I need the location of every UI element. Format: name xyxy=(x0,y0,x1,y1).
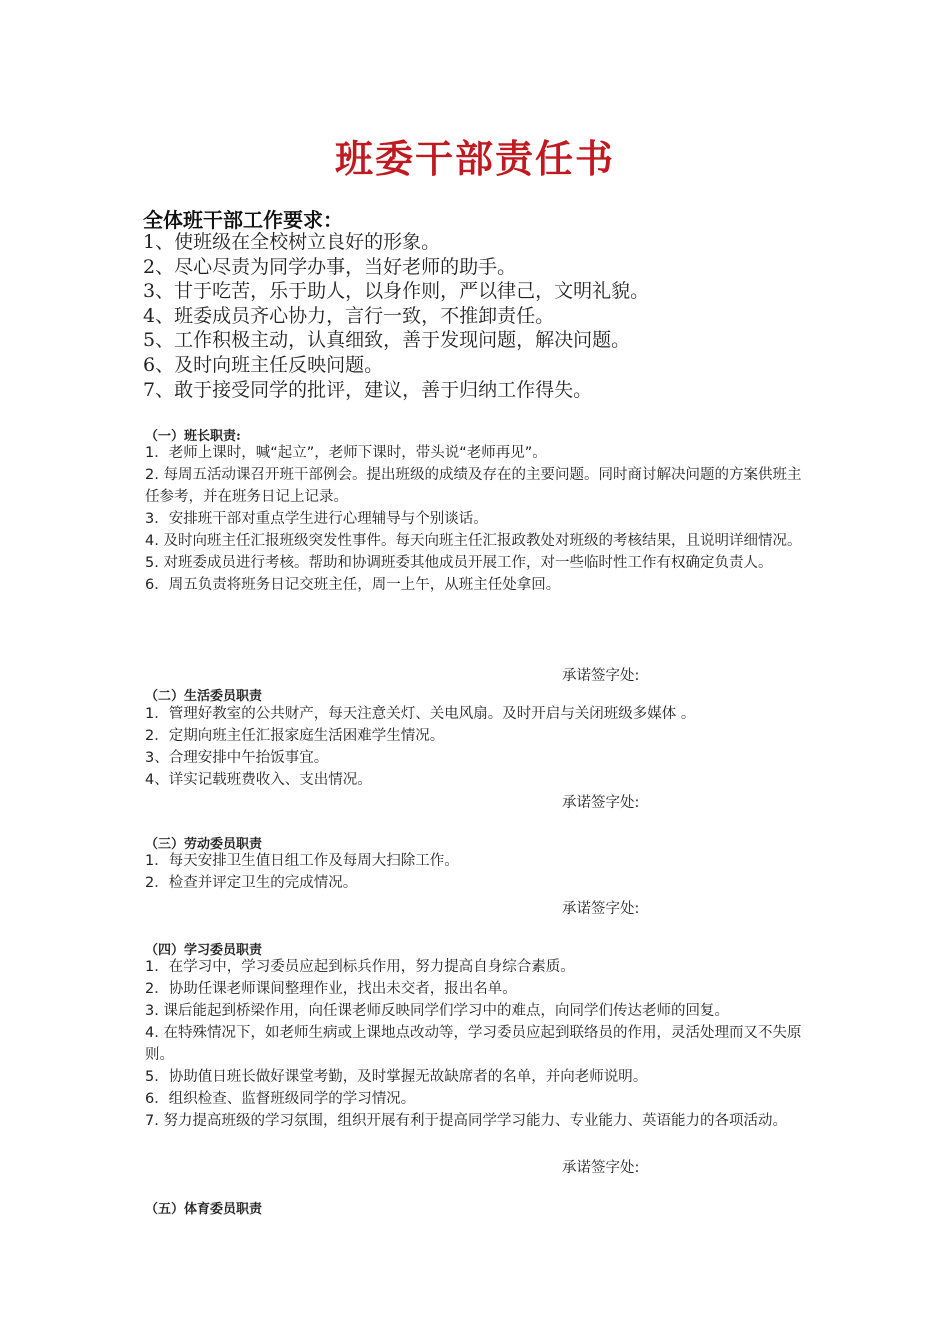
list-item: 3．安排班干部对重点学生进行心理辅导与个别谈话。 xyxy=(145,511,488,527)
section-list-monitor xyxy=(145,442,813,596)
document-title: 班委干部责任书 xyxy=(334,137,615,181)
section-title-monitor: （一）班长职责: xyxy=(145,429,241,444)
list-item: 2．协助任课老师课间整理作业，找出未交者，报出名单。 xyxy=(145,981,517,997)
list-item: 1．管理好教室的公共财产，每天注意关灯、关电风扇。及时开启与关闭班级多媒体 。 xyxy=(145,706,696,722)
list-item: 2. 每周五活动课召开班干部例会。提出班级的成绩及存在的主要问题。同时商讨解决问题的方案供班主任参考，并在班务日记上记录。 xyxy=(145,467,802,505)
requirement-item: 6、及时向班主任反映问题。 xyxy=(143,353,384,376)
list-item: 3. 课后能起到桥梁作用，向任课老师反映同学们学习中的难点，向同学们传达老师的回复。 xyxy=(145,1003,729,1019)
signature-label: 承诺签字处: xyxy=(562,901,640,917)
requirement-item: 2、尽心尽责为同学办事，当好老师的助手。 xyxy=(143,255,517,278)
signature-label: 承诺签字处: xyxy=(562,1160,640,1176)
section-title-life: （二）生活委员职责 xyxy=(145,689,263,704)
list-item: 2．定期向班主任汇报家庭生活困难学生情况。 xyxy=(145,728,445,744)
signature-label: 承诺签字处: xyxy=(562,668,640,684)
list-item: 4、详实记载班费收入、支出情况。 xyxy=(145,772,372,788)
list-item: 1．每天安排卫生值日组工作及每周大扫除工作。 xyxy=(145,853,459,869)
requirement-item: 5、工作积极主动，认真细致，善于发现问题，解决问题。 xyxy=(143,329,631,352)
list-item: 7. 努力提高班级的学习氛围，组织开展有利于提高同学学习能力、专业能力、英语能力的各项活动。 xyxy=(145,1113,787,1129)
list-item: 1．在学习中，学习委员应起到标兵作用，努力提高自身综合素质。 xyxy=(145,959,575,975)
section-list-life xyxy=(145,703,813,791)
section-list-labor xyxy=(145,850,813,894)
list-item: 2．检查并评定卫生的完成情况。 xyxy=(145,875,358,891)
requirement-item: 1、使班级在全校树立良好的形象。 xyxy=(143,231,441,253)
requirement-item: 4、班委成员齐心协力，言行一致，不推卸责任。 xyxy=(143,304,555,327)
requirements-heading: 全体班干部工作要求： xyxy=(143,208,343,232)
section-title-sports: （五）体育委员职责 xyxy=(145,1202,263,1217)
list-item: 4. 在特殊情况下，如老师生病或上课地点改动等，学习委员应起到联络员的作用，灵活处理而又不失原则。 xyxy=(145,1025,802,1063)
list-item: 1．老师上课时，喊“起立”，老师下课时，带头说“老师再见”。 xyxy=(145,445,547,461)
list-item: 6．组织检查、监督班级同学的学习情况。 xyxy=(145,1091,416,1107)
list-item: 5. 对班委成员进行考核。帮助和协调班委其他成员开展工作，对一些临时性工作有权确定负责人。 xyxy=(145,555,773,571)
section-title-labor: （三）劳动委员职责 xyxy=(145,837,263,852)
requirement-item: 3、甘于吃苦，乐于助人，以身作则，严以律己，文明礼貌。 xyxy=(143,280,650,303)
signature-label: 承诺签字处: xyxy=(562,795,640,811)
list-item: 3、合理安排中午抬饭事宜。 xyxy=(145,750,329,766)
section-title-study: （四）学习委员职责 xyxy=(145,943,263,958)
requirements-list xyxy=(143,230,649,402)
list-item: 6．周五负责将班务日记交班主任，周一上午，从班主任处拿回。 xyxy=(145,577,561,593)
list-item: 5．协助值日班长做好课堂考勤，及时掌握无故缺席者的名单，并向老师说明。 xyxy=(145,1069,648,1085)
requirement-item: 7、敢于接受同学的批评，建议，善于归纳工作得失。 xyxy=(143,378,593,401)
list-item: 4. 及时向班主任汇报班级突发性事件。每天向班主任汇报政教处对班级的考核结果，且说明详细情况。 xyxy=(145,533,802,549)
section-list-study xyxy=(145,956,813,1132)
